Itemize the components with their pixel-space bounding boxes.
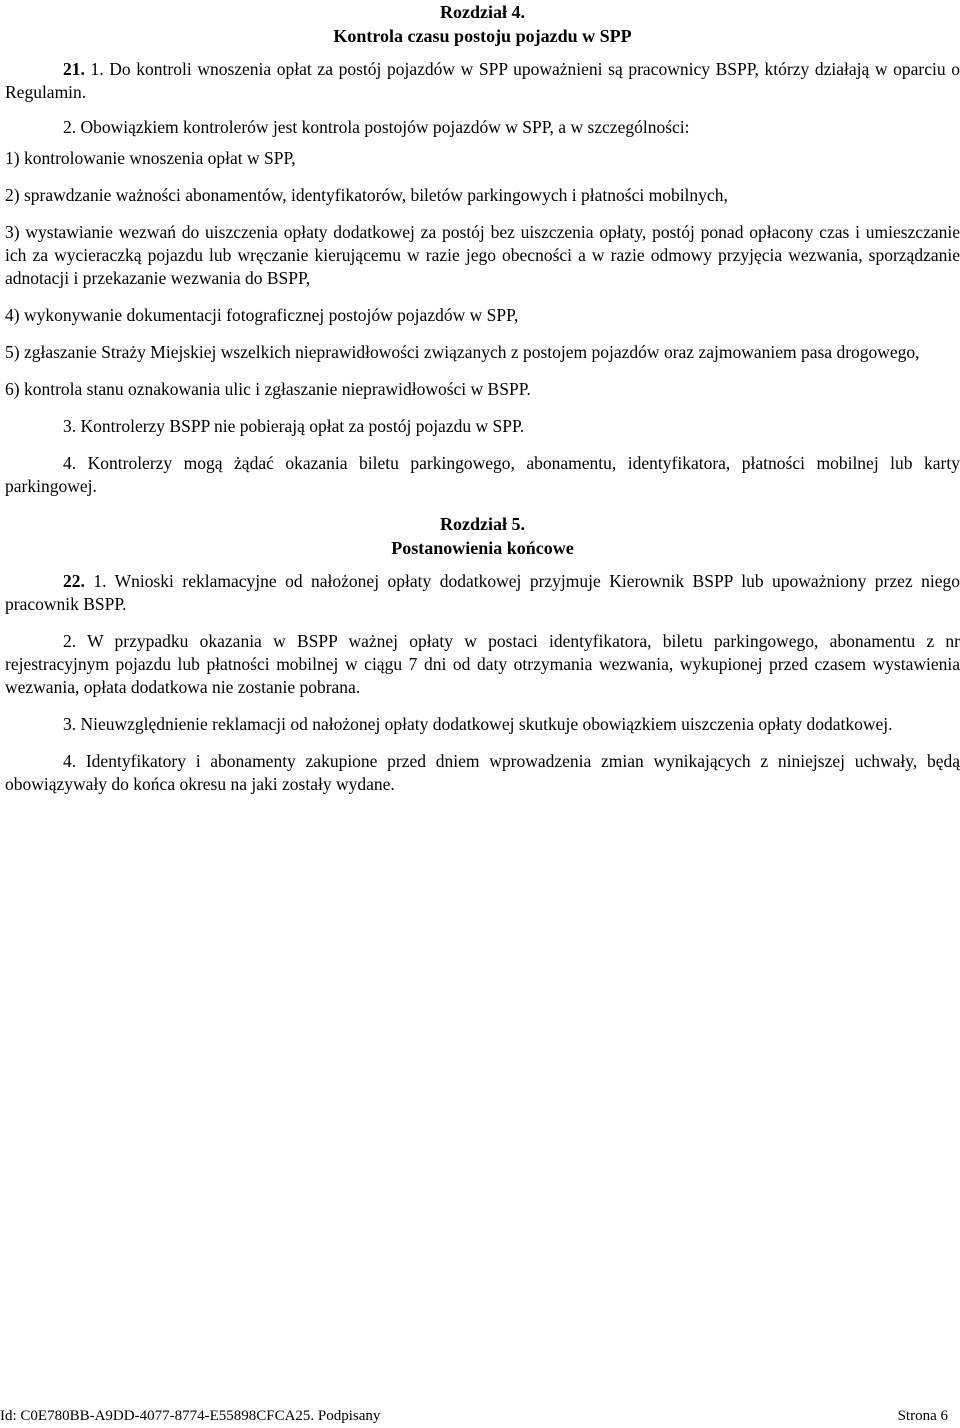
document-page <box>5 0 960 796</box>
chapter-5-title: Rozdział 5. <box>440 514 525 534</box>
section-22-text-1: 1. Wnioski reklamacyjne od nałożonej opłaty dodatkowej przyjmuje Kierownik BSPP lub upoważniony przez niego pracownik BSPP. <box>5 571 960 614</box>
section-21-item-3: 3) wystawianie wezwań do uiszczenia opłaty dodatkowej za postój bez uiszczenia opłaty, postój ponad opłacony czas i umieszczanie ich za wycieraczką pojazdu lub wręczanie kierującemu w razie jego obecności a w razie odmowy przyjęcia wezwania, sporządzanie adnotacji i przekazanie wezwania do BSPP, <box>5 222 960 288</box>
section-21-item-5: 5) zgłaszanie Straży Miejskiej wszelkich nieprawidłowości związanych z postojem pojazdów oraz zajmowaniem pasa drogowego, <box>5 342 920 362</box>
document-id: Id: C0E780BB-A9DD-4077-8774-E55898CFCA25. Podpisany <box>0 1408 381 1424</box>
section-21-paragraph-1 <box>5 58 960 104</box>
page-number: Strona 6 <box>897 1408 948 1424</box>
chapter-5-heading <box>5 512 960 560</box>
section-21-item-2: 2) sprawdzanie ważności abonamentów, identyfikatorów, biletów parkingowych i płatności mobilnych, <box>5 185 728 205</box>
section-21-item-1: 1) kontrolowanie wnoszenia opłat w SPP, <box>5 148 296 168</box>
chapter-5-subtitle: Postanowienia końcowe <box>391 538 574 558</box>
section-21-paragraph-2: 2. Obowiązkiem kontrolerów jest kontrola postojów pojazdów w SPP, a w szczególności: <box>63 117 690 137</box>
section-21-paragraph-4: 4. Kontrolerzy mogą żądać okazania biletu parkingowego, abonamentu, identyfikatora, płatności mobilnej lub karty parkingowej. <box>5 453 960 496</box>
section-21-paragraph-3: 3. Kontrolerzy BSPP nie pobierają opłat za postój pojazdu w SPP. <box>63 416 525 436</box>
section-22-paragraph-3: 3. Nieuwzględnienie reklamacji od nałożonej opłaty dodatkowej skutkuje obowiązkiem uiszczenia opłaty dodatkowej. <box>63 714 893 734</box>
section-21-number: 21. <box>63 59 85 79</box>
section-22-paragraph-2: 2. W przypadku okazania w BSPP ważnej opłaty w postaci identyfikatora, biletu parkingowego, abonamentu z nr rejestracyjnym pojazdu lub płatności mobilnej w ciągu 7 dni od daty otrzymania wezwania, wykupionej przed czasem wystawienia wezwania, opłata dodatkowa nie zostanie pobrana. <box>5 631 960 697</box>
chapter-4-subtitle: Kontrola czasu postoju pojazdu w SPP <box>333 26 632 46</box>
section-21-item-4: 4) wykonywanie dokumentacji fotograficznej postojów pojazdów w SPP, <box>5 305 519 325</box>
section-21-text-1: 1. Do kontroli wnoszenia opłat za postój pojazdów w SPP upoważnieni są pracownicy BSPP, którzy działają w oparciu o Regulamin. <box>5 59 960 102</box>
section-21-item-6: 6) kontrola stanu oznakowania ulic i zgłaszanie nieprawidłowości w BSPP. <box>5 379 531 399</box>
page-footer <box>0 1406 948 1426</box>
section-22-number: 22. <box>63 571 85 591</box>
chapter-4-heading <box>5 0 960 48</box>
section-22-paragraph-1 <box>5 570 960 616</box>
chapter-4-title: Rozdział 4. <box>440 2 525 22</box>
section-22-paragraph-4: 4. Identyfikatory i abonamenty zakupione przed dniem wprowadzenia zmian wynikających z niniejszej uchwały, będą obowiązywały do końca okresu na jaki zostały wydane. <box>5 751 960 794</box>
